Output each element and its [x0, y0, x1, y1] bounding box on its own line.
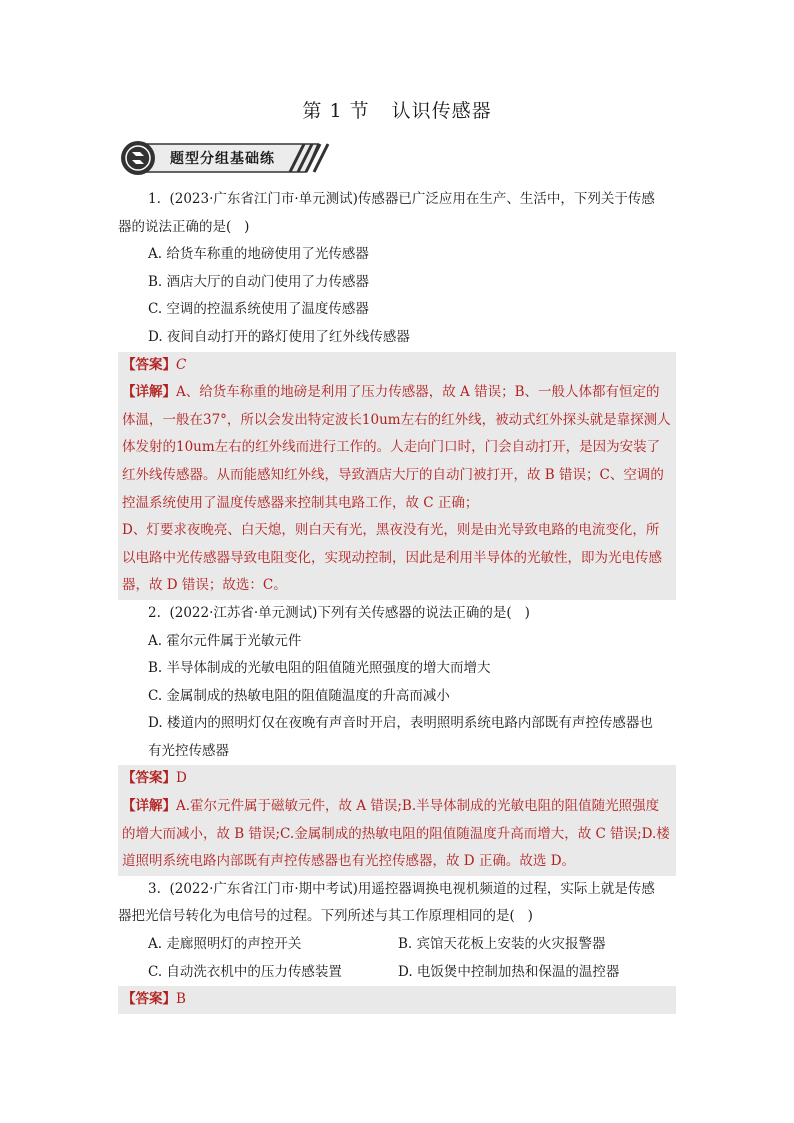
question-2-answer — [118, 765, 676, 793]
question-1-option-c: C. 空调的控温系统使用了温度传感器 — [148, 301, 369, 318]
answer-label: 【答案】 — [122, 356, 176, 373]
question-3-options-row-1 — [118, 931, 676, 959]
chapter-number: 第 1 节 — [302, 100, 370, 122]
question-3-answer — [118, 986, 676, 1014]
question-2-stem-line1: 2. (2022·江苏省·单元测试)下列有关传感器的说法正确的是( ) — [148, 604, 530, 621]
answer-value: B — [176, 991, 186, 1008]
question-1-detail-line: 体发射的10um左右的红外线而进行工作的。人走向门口时，门会自动打开，是因为安装了 — [122, 439, 661, 456]
question-2 — [118, 600, 676, 766]
question-1-detail-line: 体温，一般在37°，所以会发出特定波长10um左右的红外线，被动式红外探头就是靠探测人 — [122, 411, 671, 428]
question-2-detail-line: 的增大而减小，故 B 错误;C.金属制成的热敏电阻的阻值随温度升高而增大，故 C 错误;D.楼 — [122, 825, 670, 842]
banner-label: 题型分组基础练 — [170, 151, 275, 167]
question-2-option-a: A. 霍尔元件属于光敏元件 — [148, 632, 302, 649]
question-1-option-b: B. 酒店大厅的自动门使用了力传感器 — [148, 273, 370, 290]
page-title — [0, 96, 794, 123]
question-2-detail-line: 【详解】A.霍尔元件属于磁敏元件，故 A 错误;B.半导体制成的光敏电阻的阻值随光照强度 — [122, 798, 660, 815]
question-1-answer-block — [118, 352, 676, 600]
question-1-detail-line: 器，故 D 错误；故选：C。 — [122, 577, 287, 594]
question-3-options-row-2 — [118, 959, 676, 987]
question-1-stem-line1: 1. (2023·广东省江门市·单元测试)传感器已广泛应用在生产、生活中，下列关于传感 — [148, 191, 655, 207]
question-1-stem-line2: 器的说法正确的是( ) — [118, 218, 250, 235]
question-1-detail-line: 以电路中光传感器导致电阻变化，实现动控制，因此是利用半导体的光敏性，即为光电传感 — [122, 549, 662, 566]
question-1-detail-line: 控温系统使用了温度传感器来控制其电路工作，故 C 正确； — [122, 494, 479, 511]
question-3 — [118, 876, 676, 986]
question-2-option-d-cont: 有光控传感器 — [148, 742, 229, 759]
question-3-answer-block — [118, 986, 676, 1014]
question-1-detail-line: 红外线传感器。从而能感知红外线，导致酒店大厅的自动门被打开，故 B 错误；C、空调的 — [122, 466, 664, 483]
answer-value: D — [176, 770, 187, 787]
answer-value: C — [176, 356, 187, 373]
question-3-stem-line2: 器把光信号转化为电信号的过程。下列所述与其工作原理相同的是( ) — [118, 908, 533, 925]
answer-label: 【答案】 — [122, 770, 176, 787]
question-1-answer — [118, 352, 676, 380]
question-3-option-a: A. 走廊照明灯的声控开关 — [148, 936, 302, 953]
detail-label: 【详解】 — [122, 798, 176, 815]
section-banner — [118, 140, 336, 176]
question-1-detail-line: D、灯要求夜晚亮、白天熄，则白天有光，黑夜没有光，则是由光导致电路的电流变化，所 — [122, 522, 660, 539]
question-1-option-d: D. 夜间自动打开的路灯使用了红外线传感器 — [148, 328, 410, 345]
question-3-option-c: C. 自动洗衣机中的压力传感装置 — [148, 963, 342, 980]
question-2-option-c: C. 金属制成的热敏电阻的阻值随温度的升高而减小 — [148, 687, 450, 704]
question-2-answer-block — [118, 765, 676, 875]
question-1-detail-line: 【详解】A、给货车称重的地磅是利用了压力传感器，故 A 错误；B、一般人体都有恒定的 — [122, 384, 660, 401]
question-list — [118, 186, 676, 1014]
detail-label: 【详解】 — [122, 384, 176, 401]
question-2-detail-line: 道照明系统电路内部既有声控传感器也有光控传感器，故 D 正确。故选 D。 — [122, 853, 576, 870]
question-2-option-b: B. 半导体制成的光敏电阻的阻值随光照强度的增大而增大 — [148, 660, 491, 677]
question-1-option-a: A. 给货车称重的地磅使用了光传感器 — [148, 246, 369, 263]
answer-label: 【答案】 — [122, 991, 176, 1008]
question-2-option-d: D. 楼道内的照明灯仅在夜晚有声音时开启，表明照明系统电路内部既有声控传感器也 — [148, 715, 653, 732]
question-3-option-b: B. 宾馆天花板上安装的火灾报警器 — [398, 936, 606, 953]
question-1 — [118, 186, 676, 352]
chapter-name: 认识传感器 — [391, 100, 492, 122]
question-3-option-d: D. 电饭煲中控制加热和保温的温控器 — [398, 963, 620, 980]
question-3-stem-line1: 3. (2022·广东省江门市·期中考试)用遥控器调换电视机频道的过程，实际上就是传感 — [148, 880, 655, 897]
